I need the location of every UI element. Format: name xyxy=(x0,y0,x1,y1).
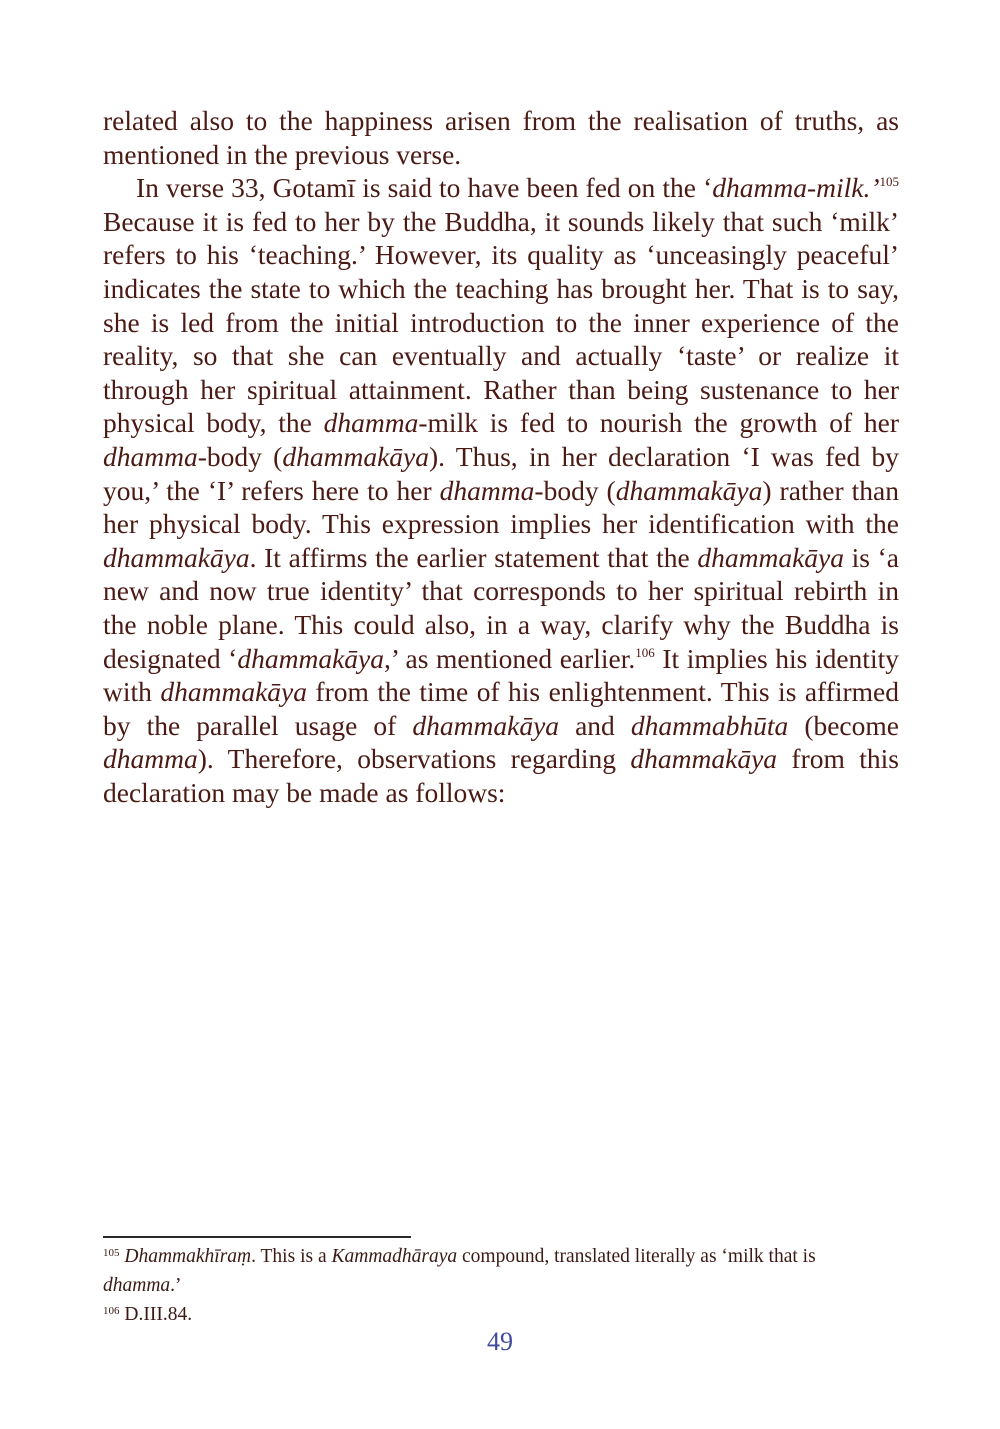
italic-term: Kammadhāraya xyxy=(331,1246,458,1267)
footnote-number: 106 xyxy=(103,1305,120,1317)
text-run: ,’ as mentioned earlier. xyxy=(383,642,636,674)
paragraph-verse-33 xyxy=(103,171,899,809)
text-run: . This is a xyxy=(251,1246,332,1267)
footnote-number: 105 xyxy=(103,1247,120,1259)
text-run: Because it is fed to her by the Buddha, it sounds likely that such ‘milk’ refers to his ‘teaching.’ However, its quality as ‘unceasingly peaceful’ indicates the state to which the teaching has brought her. That is to say, she is led from the initial introduction to the inner experience of the reality, so that she can eventually and actually ‘taste’ or realize it through her spiritual attainment. Rather than being sustenance to her physical body, the xyxy=(103,205,899,439)
italic-term: dhammakāya xyxy=(282,440,429,472)
text-run: ). Thus, in her declaration ‘I was fed by you,’ the ‘I’ refers here to her xyxy=(103,440,899,506)
italic-term: dhamma-milk.’ xyxy=(712,172,880,204)
text-run: -milk is fed to nourish the growth of her xyxy=(418,407,899,439)
footnotes xyxy=(103,1242,899,1329)
italic-term: dhammakāya xyxy=(630,743,778,775)
italic-term: Dhammakhīraṃ xyxy=(124,1246,252,1267)
italic-term: dhammabhūta xyxy=(630,709,789,741)
italic-term: dhammakāya xyxy=(160,676,307,708)
text-run: (become xyxy=(788,709,899,741)
text-run: -body ( xyxy=(534,474,616,506)
text-run: .’ xyxy=(170,1275,182,1296)
italic-term: dhamma xyxy=(103,1275,171,1296)
text-run: It implies his identity with xyxy=(103,642,899,708)
italic-term: dhammakāya xyxy=(412,709,560,741)
italic-term: dhammakāya xyxy=(237,642,384,674)
italic-term: dhamma xyxy=(323,407,419,439)
text-run: compound, translated literally as ‘milk that is xyxy=(457,1246,816,1267)
text-run: and xyxy=(559,709,631,741)
text-run: is ‘a new and now true identity’ that corresponds to her spiritual rebirth in the noble plane. This could also, in a way, clarify why the Buddha is designated ‘ xyxy=(103,541,899,674)
italic-term: dhammakāya xyxy=(615,474,763,506)
footnote-106 xyxy=(103,1300,899,1329)
footnote-divider xyxy=(103,1236,411,1238)
text-run: In verse 33, Gotamī is said to have been fed on the ‘ xyxy=(136,172,713,204)
italic-term: dhamma xyxy=(103,743,198,775)
paragraph-continued xyxy=(103,104,899,171)
footnote-105 xyxy=(103,1242,899,1300)
italic-term: dhammakāya xyxy=(103,541,250,573)
text-run: . It affirms the earlier statement that the xyxy=(249,541,698,573)
body-text xyxy=(103,104,899,809)
footnote-reference-106[interactable]: 106 xyxy=(635,644,655,660)
text-run: ). Therefore, observations regarding xyxy=(197,743,631,775)
text-run: from the time of his enlightenment. This is affirmed by the parallel usage of xyxy=(103,676,900,741)
italic-term: dhamma xyxy=(439,474,535,506)
italic-term: dhamma xyxy=(103,440,198,472)
text-run: ) rather than her physical body. This expression implies her identification with the xyxy=(103,474,899,540)
text-run: from this declaration may be made as follows: xyxy=(103,743,899,808)
text-run: related also to the happiness arisen from the realisation of truths, as mentioned in the previous verse. xyxy=(103,105,899,170)
footnote-reference-105[interactable]: 105 xyxy=(879,174,899,190)
text-run: -body ( xyxy=(197,440,283,472)
text-run: D.III.84. xyxy=(124,1304,193,1325)
italic-term: dhammakāya xyxy=(697,541,844,573)
page-number: 49 xyxy=(487,1327,513,1356)
